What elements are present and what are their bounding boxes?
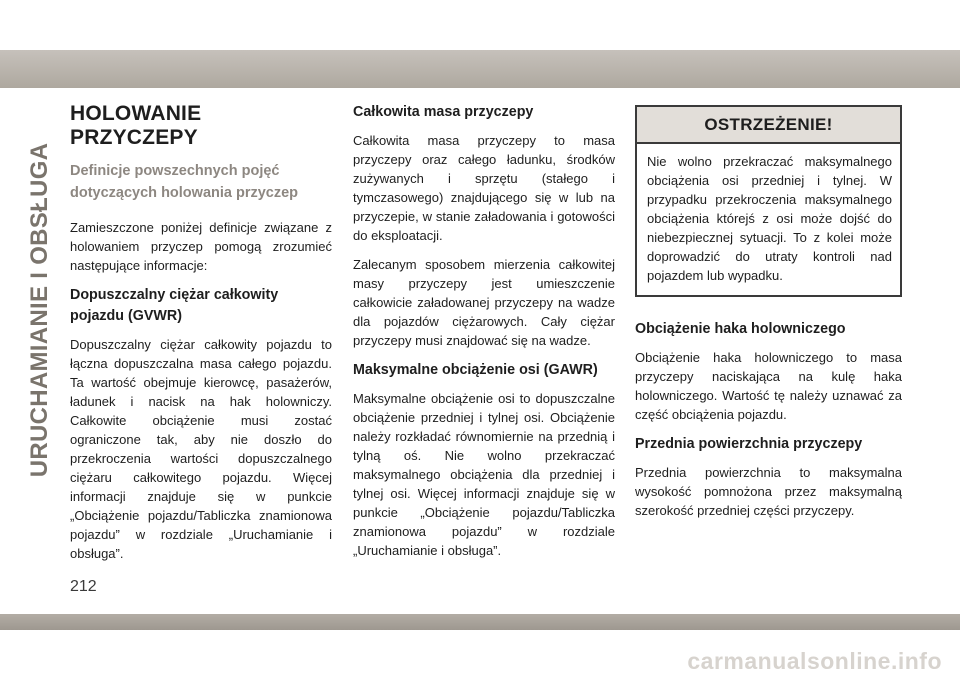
- column-middle: [353, 102, 615, 570]
- trailer-weight-paragraph-1: Całkowita masa przyczepy to masa przyczepy oraz całego ładunku, środków zużywanych i sprzętu (stałego i tymczasowego) znajdującego się w lub na przyczepie, w stanie załadowania i gotowości do eksploatacji.: [353, 133, 615, 243]
- hitch-weight-paragraph: Obciążenie haka holowniczego to masa przyczepy naciskająca na kulę haka holowniczego. Wartość tę należy uznawać za część obciążenia pojazdu.: [635, 350, 902, 422]
- warning-text: Nie wolno przekraczać maksymalnego obciążenia osi przedniej i tylnej. W przypadku przekroczenia maksymalnego obciążenia którejś z osi może dojść do niebezpiecznej sytuacji. To z kolei może doprowadzić do utraty kontroli nad pojazdem lub wypadku.: [647, 154, 892, 283]
- subtitle-line-2: dotyczących holowania przyczep: [70, 185, 299, 201]
- frontal-area-paragraph: Przednia powierzchnia to maksymalna wysokość pomnożona przez maksymalną szerokość przedniej części przyczepy.: [635, 465, 902, 518]
- trailer-weight-heading: Całkowita masa przyczepy: [353, 104, 534, 120]
- top-header-band: [0, 50, 960, 88]
- intro-paragraph: Zamieszczone poniżej definicje związane z holowaniem przyczep pomogą zrozumieć następujące informacje:: [70, 220, 332, 273]
- subtitle-line-1: Definicje powszechnych pojęć: [70, 163, 280, 179]
- column-left: [70, 102, 332, 573]
- watermark-text: carmanualsonline.info: [687, 648, 942, 674]
- section-subtitle: [70, 160, 332, 204]
- gvwr-paragraph: Dopuszczalny ciężar całkowity pojazdu to łączna dopuszczalna masa całego pojazdu. Ta wartość obejmuje kierowcę, pasażerów, ładunek i nacisk na hak holowniczy. Całkowite obciążenie musi zostać ograniczone tak, aby nie doszło do przekroczenia wartości dopuszczalnego ciężaru całkowitego pojazdu. Więcej informacji znajduje się w punkcie „Obciążenie pojazdu/Tabliczka znamionowa pojazdu” w rozdziale „Uruchamianie i obsługa”.: [70, 337, 332, 561]
- warning-box: [635, 105, 902, 297]
- column-right: [635, 102, 902, 530]
- gawr-heading: Maksymalne obciążenie osi (GAWR): [353, 362, 598, 378]
- trailer-weight-paragraph-2: Zalecanym sposobem mierzenia całkowitej masy przyczepy jest umieszczenie całkowicie załadowanej przyczepy na wadze dla pojazdów ciężarowych. Cały ciężar przyczepy musi znajdować się na wadze.: [353, 257, 615, 348]
- section-side-label: URUCHAMIANIE I OBSŁUGA: [26, 142, 53, 478]
- warning-title: OSTRZEŻENIE!: [637, 107, 900, 144]
- section-side-tab: [18, 100, 62, 520]
- page-number: 212: [70, 578, 97, 595]
- gawr-paragraph: Maksymalne obciążenie osi to dopuszczalne obciążenie przedniej i tylnej osi. Obciążenie należy rozkładać równomiernie na przednią i tylną oś. Nie wolno przekraczać maksymalnego obciążenia dla przedniej i tylnej osi. Więcej informacji znajduje się w punkcie „Obciążenie pojazdu/Tabliczka znamionowa pojazdu” w rozdziale „Uruchamianie i obsługa”.: [353, 391, 615, 558]
- bottom-footer-band: [0, 614, 960, 630]
- page-title: HOLOWANIE PRZYCZEPY: [70, 102, 202, 149]
- hitch-weight-heading: Obciążenie haka holowniczego: [635, 321, 846, 337]
- gvwr-heading: Dopuszczalny ciężar całkowity pojazdu (GVWR): [70, 287, 279, 324]
- frontal-area-heading: Przednia powierzchnia przyczepy: [635, 436, 863, 452]
- warning-body: [637, 144, 900, 295]
